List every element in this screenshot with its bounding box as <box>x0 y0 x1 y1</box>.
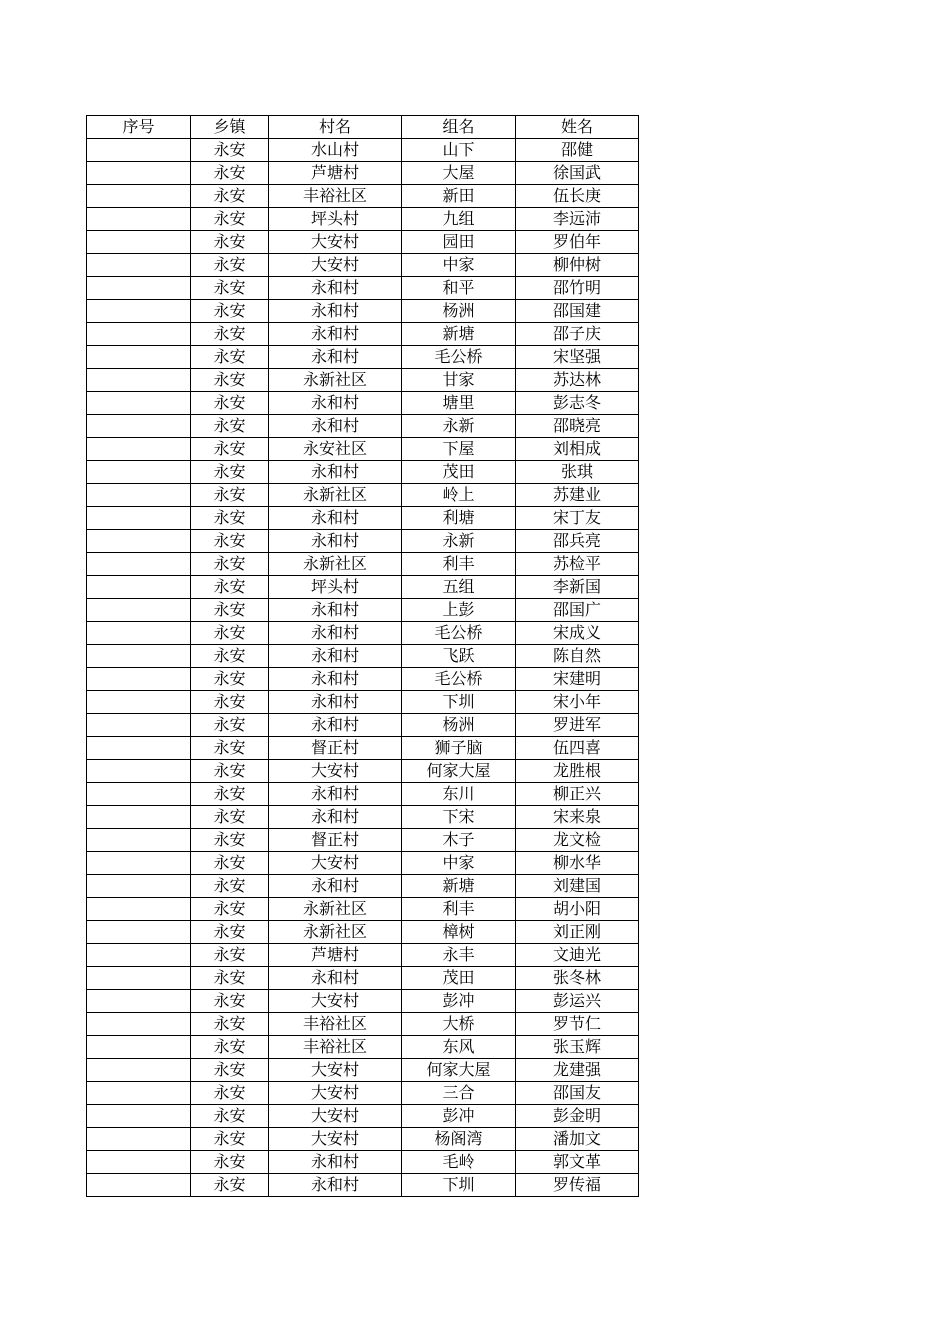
village-cell: 丰裕社区 <box>269 185 402 208</box>
village-cell: 永和村 <box>269 967 402 990</box>
town-cell: 永安 <box>191 277 269 300</box>
village-cell: 丰裕社区 <box>269 1036 402 1059</box>
village-cell: 永安社区 <box>269 438 402 461</box>
village-cell: 芦塘村 <box>269 944 402 967</box>
name-cell: 刘相成 <box>516 438 639 461</box>
table-row <box>87 783 639 806</box>
table-body <box>87 139 639 1197</box>
table-row <box>87 484 639 507</box>
table-row <box>87 599 639 622</box>
town-cell: 永安 <box>191 898 269 921</box>
name-cell: 罗进军 <box>516 714 639 737</box>
table-row <box>87 668 639 691</box>
group-cell: 五组 <box>402 576 516 599</box>
seq-cell <box>87 806 191 829</box>
name-cell: 陈自然 <box>516 645 639 668</box>
table-row <box>87 760 639 783</box>
group-cell: 东川 <box>402 783 516 806</box>
town-cell: 永安 <box>191 645 269 668</box>
name-cell: 罗伯年 <box>516 231 639 254</box>
header-name: 姓名 <box>516 116 639 139</box>
name-cell: 龙建强 <box>516 1059 639 1082</box>
table-row <box>87 622 639 645</box>
seq-cell <box>87 1082 191 1105</box>
group-cell: 塘里 <box>402 392 516 415</box>
group-cell: 下宋 <box>402 806 516 829</box>
seq-cell <box>87 461 191 484</box>
town-cell: 永安 <box>191 369 269 392</box>
name-cell: 张冬林 <box>516 967 639 990</box>
town-cell: 永安 <box>191 737 269 760</box>
table-row <box>87 898 639 921</box>
seq-cell <box>87 967 191 990</box>
town-cell: 永安 <box>191 553 269 576</box>
group-cell: 大屋 <box>402 162 516 185</box>
village-cell: 永和村 <box>269 277 402 300</box>
town-cell: 永安 <box>191 691 269 714</box>
village-cell: 丰裕社区 <box>269 1013 402 1036</box>
town-cell: 永安 <box>191 1059 269 1082</box>
village-cell: 坪头村 <box>269 576 402 599</box>
town-cell: 永安 <box>191 1082 269 1105</box>
seq-cell <box>87 645 191 668</box>
group-cell: 杨洲 <box>402 300 516 323</box>
table-row <box>87 967 639 990</box>
group-cell: 永丰 <box>402 944 516 967</box>
group-cell: 岭上 <box>402 484 516 507</box>
town-cell: 永安 <box>191 461 269 484</box>
seq-cell <box>87 231 191 254</box>
village-cell: 永和村 <box>269 392 402 415</box>
village-cell: 大安村 <box>269 1059 402 1082</box>
group-cell: 利丰 <box>402 553 516 576</box>
group-cell: 毛公桥 <box>402 668 516 691</box>
village-cell: 大安村 <box>269 760 402 783</box>
name-cell: 邵国建 <box>516 300 639 323</box>
town-cell: 永安 <box>191 599 269 622</box>
town-cell: 永安 <box>191 415 269 438</box>
town-cell: 永安 <box>191 967 269 990</box>
name-cell: 宋坚强 <box>516 346 639 369</box>
seq-cell <box>87 346 191 369</box>
table-row <box>87 346 639 369</box>
name-cell: 彭志冬 <box>516 392 639 415</box>
table-row <box>87 185 639 208</box>
seq-cell <box>87 484 191 507</box>
group-cell: 彭冲 <box>402 1105 516 1128</box>
seq-cell <box>87 208 191 231</box>
town-cell: 永安 <box>191 921 269 944</box>
seq-cell <box>87 852 191 875</box>
village-cell: 永和村 <box>269 415 402 438</box>
name-cell: 伍长庚 <box>516 185 639 208</box>
village-cell: 永和村 <box>269 461 402 484</box>
name-cell: 邵兵亮 <box>516 530 639 553</box>
header-row <box>87 116 639 139</box>
group-cell: 大桥 <box>402 1013 516 1036</box>
header-group: 组名 <box>402 116 516 139</box>
village-cell: 芦塘村 <box>269 162 402 185</box>
name-cell: 龙文检 <box>516 829 639 852</box>
seq-cell <box>87 139 191 162</box>
seq-cell <box>87 921 191 944</box>
table-row <box>87 852 639 875</box>
seq-cell <box>87 714 191 737</box>
group-cell: 新塘 <box>402 875 516 898</box>
village-cell: 督正村 <box>269 829 402 852</box>
group-cell: 九组 <box>402 208 516 231</box>
name-cell: 李远沛 <box>516 208 639 231</box>
village-cell: 永和村 <box>269 714 402 737</box>
village-cell: 大安村 <box>269 1105 402 1128</box>
village-cell: 永新社区 <box>269 484 402 507</box>
table-row <box>87 254 639 277</box>
table-row <box>87 691 639 714</box>
seq-cell <box>87 277 191 300</box>
seq-cell <box>87 1059 191 1082</box>
group-cell: 毛公桥 <box>402 346 516 369</box>
seq-cell <box>87 783 191 806</box>
name-cell: 宋小年 <box>516 691 639 714</box>
town-cell: 永安 <box>191 944 269 967</box>
seq-cell <box>87 691 191 714</box>
group-cell: 三合 <box>402 1082 516 1105</box>
seq-cell <box>87 1013 191 1036</box>
group-cell: 园田 <box>402 231 516 254</box>
village-cell: 永和村 <box>269 530 402 553</box>
name-cell: 苏建业 <box>516 484 639 507</box>
town-cell: 永安 <box>191 484 269 507</box>
seq-cell <box>87 530 191 553</box>
group-cell: 毛岭 <box>402 1151 516 1174</box>
table-row <box>87 369 639 392</box>
village-cell: 永新社区 <box>269 369 402 392</box>
roster-table <box>86 115 639 1197</box>
town-cell: 永安 <box>191 852 269 875</box>
seq-cell <box>87 415 191 438</box>
seq-cell <box>87 668 191 691</box>
village-cell: 大安村 <box>269 1128 402 1151</box>
table-row <box>87 829 639 852</box>
town-cell: 永安 <box>191 760 269 783</box>
table-row <box>87 1013 639 1036</box>
group-cell: 永新 <box>402 530 516 553</box>
town-cell: 永安 <box>191 323 269 346</box>
town-cell: 永安 <box>191 783 269 806</box>
table-row <box>87 323 639 346</box>
town-cell: 永安 <box>191 622 269 645</box>
seq-cell <box>87 1128 191 1151</box>
name-cell: 宋成义 <box>516 622 639 645</box>
town-cell: 永安 <box>191 829 269 852</box>
village-cell: 永和村 <box>269 346 402 369</box>
village-cell: 大安村 <box>269 254 402 277</box>
village-cell: 大安村 <box>269 990 402 1013</box>
table-row <box>87 139 639 162</box>
town-cell: 永安 <box>191 668 269 691</box>
table-row <box>87 1151 639 1174</box>
group-cell: 毛公桥 <box>402 622 516 645</box>
seq-cell <box>87 507 191 530</box>
seq-cell <box>87 185 191 208</box>
name-cell: 彭金明 <box>516 1105 639 1128</box>
group-cell: 木子 <box>402 829 516 852</box>
town-cell: 永安 <box>191 990 269 1013</box>
village-cell: 永和村 <box>269 691 402 714</box>
table-row <box>87 392 639 415</box>
group-cell: 何家大屋 <box>402 1059 516 1082</box>
table-row <box>87 944 639 967</box>
town-cell: 永安 <box>191 392 269 415</box>
name-cell: 宋丁友 <box>516 507 639 530</box>
town-cell: 永安 <box>191 1105 269 1128</box>
table-row <box>87 737 639 760</box>
group-cell: 中家 <box>402 852 516 875</box>
town-cell: 永安 <box>191 1013 269 1036</box>
header-town: 乡镇 <box>191 116 269 139</box>
group-cell: 利塘 <box>402 507 516 530</box>
village-cell: 永和村 <box>269 1151 402 1174</box>
town-cell: 永安 <box>191 438 269 461</box>
table-row <box>87 875 639 898</box>
group-cell: 东风 <box>402 1036 516 1059</box>
group-cell: 彭冲 <box>402 990 516 1013</box>
table-row <box>87 461 639 484</box>
town-cell: 永安 <box>191 806 269 829</box>
village-cell: 永和村 <box>269 875 402 898</box>
name-cell: 郭文革 <box>516 1151 639 1174</box>
town-cell: 永安 <box>191 576 269 599</box>
town-cell: 永安 <box>191 1174 269 1197</box>
group-cell: 永新 <box>402 415 516 438</box>
group-cell: 新塘 <box>402 323 516 346</box>
seq-cell <box>87 162 191 185</box>
seq-cell <box>87 829 191 852</box>
town-cell: 永安 <box>191 1128 269 1151</box>
town-cell: 永安 <box>191 139 269 162</box>
village-cell: 督正村 <box>269 737 402 760</box>
table-row <box>87 990 639 1013</box>
town-cell: 永安 <box>191 300 269 323</box>
table-row <box>87 300 639 323</box>
village-cell: 永和村 <box>269 507 402 530</box>
town-cell: 永安 <box>191 185 269 208</box>
seq-cell <box>87 622 191 645</box>
name-cell: 张玉辉 <box>516 1036 639 1059</box>
table-row <box>87 208 639 231</box>
header-village: 村名 <box>269 116 402 139</box>
town-cell: 永安 <box>191 714 269 737</box>
seq-cell <box>87 392 191 415</box>
name-cell: 彭运兴 <box>516 990 639 1013</box>
table-row <box>87 1082 639 1105</box>
group-cell: 下圳 <box>402 1174 516 1197</box>
name-cell: 邵国友 <box>516 1082 639 1105</box>
village-cell: 大安村 <box>269 852 402 875</box>
group-cell: 茂田 <box>402 461 516 484</box>
table-row <box>87 1128 639 1151</box>
seq-cell <box>87 369 191 392</box>
table-row <box>87 1174 639 1197</box>
town-cell: 永安 <box>191 1036 269 1059</box>
name-cell: 李新国 <box>516 576 639 599</box>
seq-cell <box>87 1174 191 1197</box>
name-cell: 罗传福 <box>516 1174 639 1197</box>
town-cell: 永安 <box>191 231 269 254</box>
village-cell: 永和村 <box>269 645 402 668</box>
group-cell: 上彭 <box>402 599 516 622</box>
village-cell: 永和村 <box>269 622 402 645</box>
seq-cell <box>87 898 191 921</box>
name-cell: 邵国广 <box>516 599 639 622</box>
table-row <box>87 645 639 668</box>
group-cell: 新田 <box>402 185 516 208</box>
group-cell: 杨洲 <box>402 714 516 737</box>
group-cell: 樟树 <box>402 921 516 944</box>
seq-cell <box>87 323 191 346</box>
village-cell: 大安村 <box>269 1082 402 1105</box>
town-cell: 永安 <box>191 162 269 185</box>
name-cell: 刘建国 <box>516 875 639 898</box>
group-cell: 杨阁湾 <box>402 1128 516 1151</box>
village-cell: 永和村 <box>269 806 402 829</box>
seq-cell <box>87 990 191 1013</box>
table-row <box>87 438 639 461</box>
village-cell: 永新社区 <box>269 921 402 944</box>
village-cell: 永和村 <box>269 599 402 622</box>
name-cell: 胡小阳 <box>516 898 639 921</box>
seq-cell <box>87 300 191 323</box>
name-cell: 张琪 <box>516 461 639 484</box>
seq-cell <box>87 254 191 277</box>
name-cell: 宋建明 <box>516 668 639 691</box>
table-row <box>87 576 639 599</box>
header-seq: 序号 <box>87 116 191 139</box>
town-cell: 永安 <box>191 208 269 231</box>
village-cell: 永和村 <box>269 668 402 691</box>
group-cell: 和平 <box>402 277 516 300</box>
seq-cell <box>87 576 191 599</box>
name-cell: 柳正兴 <box>516 783 639 806</box>
table-row <box>87 553 639 576</box>
village-cell: 永和村 <box>269 1174 402 1197</box>
village-cell: 永新社区 <box>269 898 402 921</box>
village-cell: 坪头村 <box>269 208 402 231</box>
table-row <box>87 415 639 438</box>
group-cell: 下屋 <box>402 438 516 461</box>
town-cell: 永安 <box>191 530 269 553</box>
table-row <box>87 1059 639 1082</box>
town-cell: 永安 <box>191 875 269 898</box>
seq-cell <box>87 1036 191 1059</box>
table-row <box>87 530 639 553</box>
table-row <box>87 714 639 737</box>
town-cell: 永安 <box>191 1151 269 1174</box>
group-cell: 飞跃 <box>402 645 516 668</box>
seq-cell <box>87 737 191 760</box>
name-cell: 邵竹明 <box>516 277 639 300</box>
name-cell: 宋来泉 <box>516 806 639 829</box>
group-cell: 中家 <box>402 254 516 277</box>
name-cell: 龙胜根 <box>516 760 639 783</box>
group-cell: 利丰 <box>402 898 516 921</box>
name-cell: 罗节仁 <box>516 1013 639 1036</box>
village-cell: 永和村 <box>269 323 402 346</box>
group-cell: 甘家 <box>402 369 516 392</box>
seq-cell <box>87 1151 191 1174</box>
name-cell: 文迪光 <box>516 944 639 967</box>
group-cell: 下圳 <box>402 691 516 714</box>
name-cell: 苏检平 <box>516 553 639 576</box>
name-cell: 邵晓亮 <box>516 415 639 438</box>
group-cell: 何家大屋 <box>402 760 516 783</box>
name-cell: 邵子庆 <box>516 323 639 346</box>
seq-cell <box>87 553 191 576</box>
table-row <box>87 162 639 185</box>
seq-cell <box>87 599 191 622</box>
table-row <box>87 231 639 254</box>
name-cell: 柳水华 <box>516 852 639 875</box>
group-cell: 山下 <box>402 139 516 162</box>
village-cell: 水山村 <box>269 139 402 162</box>
town-cell: 永安 <box>191 254 269 277</box>
name-cell: 徐国武 <box>516 162 639 185</box>
town-cell: 永安 <box>191 346 269 369</box>
group-cell: 茂田 <box>402 967 516 990</box>
village-cell: 永和村 <box>269 300 402 323</box>
village-cell: 大安村 <box>269 231 402 254</box>
table-row <box>87 1105 639 1128</box>
seq-cell <box>87 438 191 461</box>
seq-cell <box>87 875 191 898</box>
name-cell: 伍四喜 <box>516 737 639 760</box>
table-row <box>87 277 639 300</box>
table-row <box>87 921 639 944</box>
seq-cell <box>87 1105 191 1128</box>
name-cell: 邵健 <box>516 139 639 162</box>
village-cell: 永新社区 <box>269 553 402 576</box>
seq-cell <box>87 760 191 783</box>
name-cell: 柳仲树 <box>516 254 639 277</box>
table-row <box>87 806 639 829</box>
seq-cell <box>87 944 191 967</box>
table-row <box>87 1036 639 1059</box>
group-cell: 狮子脑 <box>402 737 516 760</box>
name-cell: 刘正刚 <box>516 921 639 944</box>
name-cell: 潘加文 <box>516 1128 639 1151</box>
name-cell: 苏达林 <box>516 369 639 392</box>
village-cell: 永和村 <box>269 783 402 806</box>
table-row <box>87 507 639 530</box>
town-cell: 永安 <box>191 507 269 530</box>
